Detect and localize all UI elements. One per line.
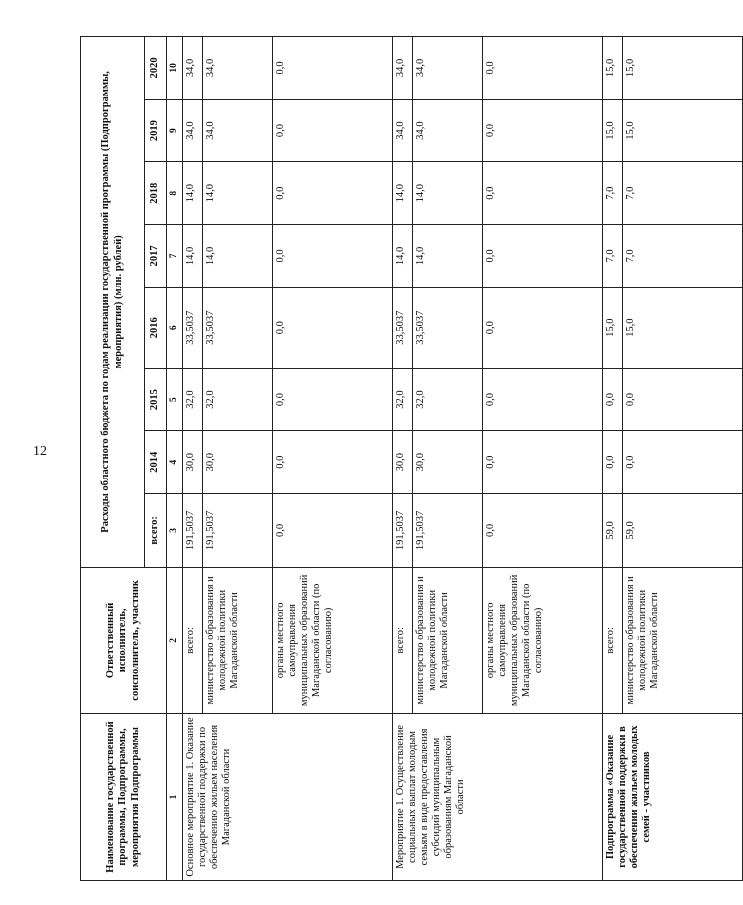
value-cell: 191,5037 (413, 494, 483, 568)
value-cell: 0,0 (273, 225, 393, 288)
column-number: 3 (167, 494, 183, 568)
value-cell: 0,0 (273, 431, 393, 494)
value-cell: 0,0 (483, 368, 603, 431)
value-cell: 191,5037 (203, 494, 273, 568)
value-cell: 14,0 (413, 225, 483, 288)
value-cell: 0,0 (273, 99, 393, 162)
column-number: 10 (167, 37, 183, 100)
value-cell: 0,0 (273, 162, 393, 225)
year-header: всего: (145, 494, 167, 568)
value-cell: 30,0 (203, 431, 273, 494)
program-name-cell: Основное мероприятие 1. Оказание государственной поддержки по обеспечению жильем населения Магаданской области (183, 713, 393, 880)
value-cell: 0,0 (483, 494, 603, 568)
column-number: 9 (167, 99, 183, 162)
value-cell: 32,0 (203, 368, 273, 431)
value-cell: 0,0 (623, 368, 743, 431)
value-cell: 34,0 (413, 99, 483, 162)
year-header: 2016 (145, 287, 167, 368)
executor-cell: всего: (393, 567, 413, 713)
value-cell: 0,0 (483, 99, 603, 162)
value-cell: 7,0 (603, 162, 623, 225)
value-cell: 0,0 (603, 431, 623, 494)
value-cell: 0,0 (483, 162, 603, 225)
value-cell: 15,0 (623, 287, 743, 368)
value-cell: 34,0 (203, 37, 273, 100)
value-cell: 0,0 (483, 37, 603, 100)
value-cell: 34,0 (393, 37, 413, 100)
header-executor: Ответственный исполнитель, соисполнитель, участник (81, 567, 167, 713)
value-cell: 32,0 (393, 368, 413, 431)
value-cell: 0,0 (273, 287, 393, 368)
value-cell: 30,0 (413, 431, 483, 494)
value-cell: 14,0 (183, 162, 203, 225)
value-cell: 0,0 (603, 368, 623, 431)
page-number: 12 (33, 444, 47, 459)
executor-cell: органы местного самоуправления муниципальных образований Магаданской области (по согласованию) (273, 567, 393, 713)
year-header: 2014 (145, 431, 167, 494)
column-number: 5 (167, 368, 183, 431)
executor-cell: органы местного самоуправления муниципальных образований Магаданской области (по согласованию) (483, 567, 603, 713)
value-cell: 59,0 (603, 494, 623, 568)
value-cell: 14,0 (203, 162, 273, 225)
table-row (183, 37, 203, 881)
value-cell: 14,0 (393, 162, 413, 225)
value-cell: 0,0 (483, 431, 603, 494)
value-cell: 15,0 (623, 99, 743, 162)
executor-cell: всего: (603, 567, 623, 713)
value-cell: 15,0 (623, 37, 743, 100)
value-cell: 33,5037 (203, 287, 273, 368)
executor-cell: всего: (183, 567, 203, 713)
table-row (603, 37, 623, 881)
executor-cell: министерство образования и молодежной политики Магаданской области (203, 567, 273, 713)
executor-cell: министерство образования и молодежной политики Магаданской области (413, 567, 483, 713)
column-number: 8 (167, 162, 183, 225)
value-cell: 14,0 (393, 225, 413, 288)
program-name-cell: Подпрограмма «Оказание государственной поддержки в обеспечении жильем молодых семей - участников (603, 713, 743, 880)
value-cell: 0,0 (273, 368, 393, 431)
value-cell: 0,0 (483, 287, 603, 368)
executor-cell: министерство образования и молодежной политики Магаданской области (623, 567, 743, 713)
program-name-cell: Мероприятие 1. Осуществление социальных выплат молодым семьям в виде предоставления субсидий муниципальным образованиям Магаданской области (393, 713, 603, 880)
value-cell: 7,0 (623, 162, 743, 225)
year-header: 2019 (145, 99, 167, 162)
column-number: 6 (167, 287, 183, 368)
column-number: 7 (167, 225, 183, 288)
column-number: 2 (167, 567, 183, 713)
value-cell: 14,0 (183, 225, 203, 288)
column-number: 4 (167, 431, 183, 494)
year-header: 2015 (145, 368, 167, 431)
value-cell: 15,0 (603, 99, 623, 162)
year-header: 2020 (145, 37, 167, 100)
value-cell: 34,0 (183, 37, 203, 100)
column-number: 1 (167, 713, 183, 880)
value-cell: 191,5037 (183, 494, 203, 568)
value-cell: 0,0 (623, 431, 743, 494)
value-cell: 33,5037 (413, 287, 483, 368)
value-cell: 0,0 (273, 37, 393, 100)
year-header: 2018 (145, 162, 167, 225)
rotated-table-container (80, 36, 661, 881)
value-cell: 14,0 (413, 162, 483, 225)
year-header: 2017 (145, 225, 167, 288)
value-cell: 34,0 (183, 99, 203, 162)
table-body (183, 37, 743, 881)
value-cell: 34,0 (203, 99, 273, 162)
value-cell: 34,0 (393, 99, 413, 162)
value-cell: 7,0 (623, 225, 743, 288)
header-name: Наименование государственной программы, Подпрограммы, мероприятия Подпрограммы (81, 713, 167, 880)
value-cell: 15,0 (603, 37, 623, 100)
value-cell: 7,0 (603, 225, 623, 288)
value-cell: 32,0 (183, 368, 203, 431)
value-cell: 14,0 (203, 225, 273, 288)
header-expenses: Расходы областного бюджета по годам реализации государственной программы (Подпрограммы, мероприятия) (млн. рублей) (81, 37, 145, 568)
value-cell: 0,0 (273, 494, 393, 568)
budget-table (80, 36, 743, 881)
value-cell: 33,5037 (393, 287, 413, 368)
value-cell: 191,5037 (393, 494, 413, 568)
value-cell: 32,0 (413, 368, 483, 431)
value-cell: 30,0 (183, 431, 203, 494)
value-cell: 30,0 (393, 431, 413, 494)
value-cell: 15,0 (603, 287, 623, 368)
value-cell: 33,5037 (183, 287, 203, 368)
value-cell: 34,0 (413, 37, 483, 100)
value-cell: 59,0 (623, 494, 743, 568)
value-cell: 0,0 (483, 225, 603, 288)
table-row (393, 37, 413, 881)
